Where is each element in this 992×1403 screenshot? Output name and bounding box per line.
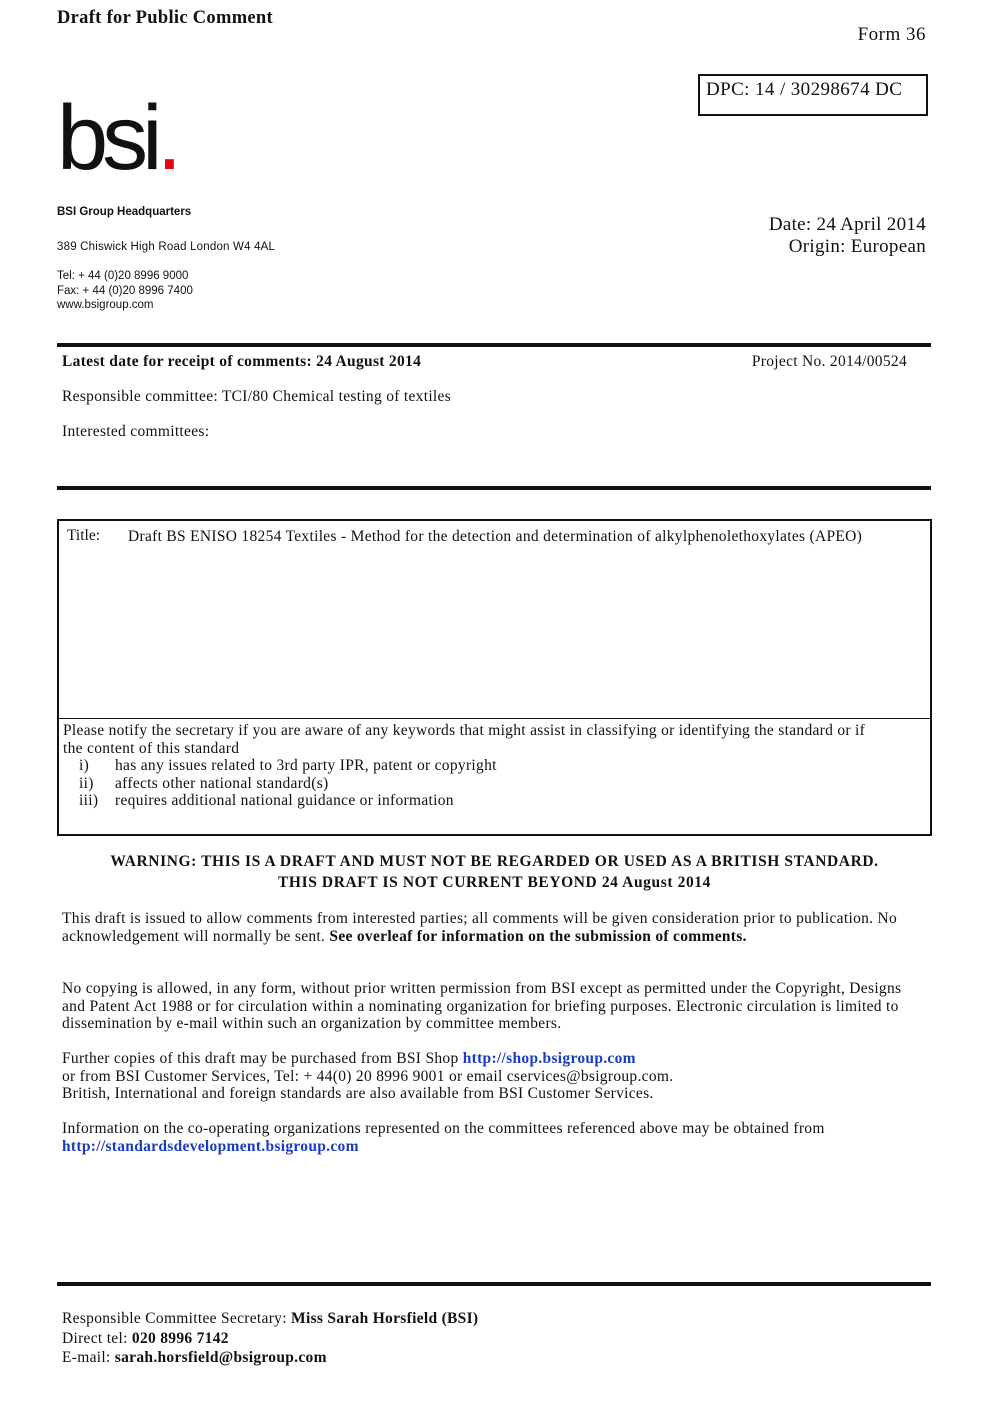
- title-box-divider: [59, 718, 930, 719]
- logo-dot: .: [156, 87, 177, 189]
- paragraph-further-copies: Further copies of this draft may be purchased from BSI Shop http://shop.bsigroup.com or from BSI Customer Services, Tel: + 44(0) 20 8996 9001 or email cservices@bsigroup.com. British, International and foreign standards are also available from BSI Customer Services.: [62, 1050, 674, 1102]
- warning-block: [57, 851, 932, 893]
- title-box: [57, 519, 932, 836]
- warning-line-2: THIS DRAFT IS NOT CURRENT BEYOND 24 August 2014: [277, 874, 712, 891]
- hq-web[interactable]: www.bsigroup.com: [57, 299, 154, 311]
- shop-link[interactable]: http://shop.bsigroup.com: [462, 1050, 636, 1067]
- secretary-tel: 020 8996 7142: [131, 1329, 229, 1347]
- responsible-committee: Responsible committee: TCI/80 Chemical testing of textiles: [62, 388, 452, 405]
- divider-top: [57, 343, 931, 347]
- project-number: Project No. 2014/00524: [751, 353, 907, 370]
- title-label: Title:: [67, 527, 101, 544]
- hq-tel: Tel: + 44 (0)20 8996 9000: [57, 270, 189, 282]
- paragraph-information: Information on the co-operating organizations represented on the committees referenced above may be obtained from http://standardsdevelopment.bsigroup.com: [62, 1120, 912, 1155]
- standards-development-link[interactable]: http://standardsdevelopment.bsigroup.com: [62, 1137, 359, 1155]
- document-title: Draft BS ENISO 18254 Textiles - Method for the detection and determination of alkylphenolethoxylates (APEO): [128, 528, 863, 545]
- paragraph-draft-issued: This draft is issued to allow comments from interested parties; all comments will be given consideration prior to publication. No acknowledgement will normally be sent. See overleaf for information on the submission of comments.: [62, 910, 898, 945]
- logo-text: bsi: [57, 87, 157, 189]
- overleaf-note: See overleaf for information on the submission of comments.: [329, 927, 747, 945]
- list-item: iii) requires additional national guidance or information: [79, 792, 454, 809]
- notify-section: [63, 722, 883, 810]
- form-number: Form 36: [857, 24, 926, 45]
- bsi-logo: [57, 87, 177, 189]
- footer-contact: Responsible Committee Secretary: Miss Sarah Horsfield (BSI) Direct tel: 020 8996 7142 E-mail: sarah.horsfield@bsigroup.com: [62, 1310, 479, 1366]
- notify-list: [63, 757, 883, 810]
- origin: Origin: European: [788, 236, 926, 257]
- latest-date: Latest date for receipt of comments: 24 August 2014: [62, 353, 422, 370]
- hq-fax: Fax: + 44 (0)20 8996 7400: [57, 284, 193, 297]
- notify-intro: Please notify the secretary if you are aware of any keywords that might assist in classifying or identifying the standard or if the content of this standard: [63, 722, 866, 757]
- dpc-reference-box: DPC: 14 / 30298674 DC: [698, 74, 928, 116]
- secretary-name: Miss Sarah Horsfield (BSI): [291, 1310, 479, 1327]
- divider-middle: [57, 486, 931, 490]
- divider-bottom: [57, 1282, 931, 1286]
- date-origin-block: [769, 214, 926, 258]
- draft-label: Draft for Public Comment: [57, 8, 273, 28]
- hq-title: BSI Group Headquarters: [57, 206, 192, 218]
- secretary-email[interactable]: sarah.horsfield@bsigroup.com: [114, 1349, 327, 1366]
- interested-committees: Interested committees:: [62, 423, 210, 440]
- paragraph-copying: No copying is allowed, in any form, without prior written permission from BSI except as permitted under the Copyright, Designs and Patent Act 1988 or for circulation within a nominating organization for briefing purposes. Electronic circulation is limited to dissemination by e-mail within such an organization by committee members.: [62, 980, 902, 1032]
- date: Date: 24 April 2014: [768, 214, 926, 235]
- hq-contact: [57, 269, 193, 313]
- hq-address: 389 Chiswick High Road London W4 4AL: [57, 241, 276, 253]
- warning-line-1: WARNING: THIS IS A DRAFT AND MUST NOT BE REGARDED OR USED AS A BRITISH STANDARD.: [110, 853, 879, 870]
- list-item: ii) affects other national standard(s): [79, 774, 329, 792]
- list-item: i) has any issues related to 3rd party IPR, patent or copyright: [79, 757, 497, 774]
